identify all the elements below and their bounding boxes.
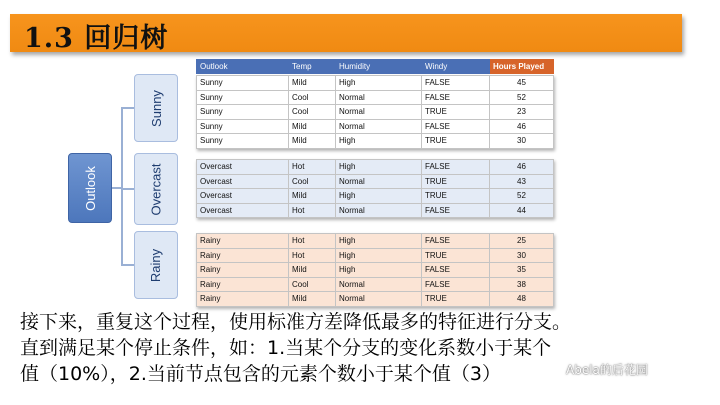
table-cell: 52: [490, 189, 554, 204]
connector-trunk: [121, 107, 123, 266]
column-header: Humidity: [336, 60, 422, 74]
branch-label: Overcast: [148, 162, 164, 216]
table-cell: Hot: [289, 203, 336, 218]
body-line: 直到满足某个停止条件，如：1.当某个分支的变化系数小于某个: [20, 337, 552, 359]
table-cell: 30: [490, 248, 554, 263]
tree-branch-overcast: [134, 153, 178, 225]
table-cell: Sunny: [197, 90, 289, 105]
table-cell: 23: [490, 105, 554, 120]
table-row: [197, 277, 554, 292]
tree-branch-rainy: [134, 231, 178, 299]
table-cell: 52: [490, 90, 554, 105]
table-row: [197, 76, 554, 91]
table-cell: High: [336, 134, 422, 149]
table-cell: Overcast: [197, 160, 289, 175]
table-cell: Normal: [336, 203, 422, 218]
table-cell: FALSE: [422, 263, 490, 278]
table-cell: TRUE: [422, 292, 490, 307]
table-cell: TRUE: [422, 189, 490, 204]
table-cell: Normal: [336, 174, 422, 189]
table-cell: Cool: [289, 90, 336, 105]
table-cell: 30: [490, 134, 554, 149]
table-cell: Hot: [289, 160, 336, 175]
table-group-sunny: [196, 75, 554, 149]
connector-sunny: [121, 107, 135, 109]
table-cell: Cool: [289, 174, 336, 189]
table-row: [197, 248, 554, 263]
table-cell: High: [336, 160, 422, 175]
table-cell: Mild: [289, 119, 336, 134]
table-cell: Normal: [336, 277, 422, 292]
table-group-rainy: [196, 233, 554, 307]
table-row: [197, 119, 554, 134]
column-header: Windy: [422, 60, 490, 74]
table-cell: 46: [490, 160, 554, 175]
connector-overcast: [121, 188, 135, 190]
table-cell: Hot: [289, 234, 336, 249]
table-cell: Mild: [289, 189, 336, 204]
table-cell: 48: [490, 292, 554, 307]
table-cell: Rainy: [197, 248, 289, 263]
table-cell: FALSE: [422, 119, 490, 134]
table-cell: Cool: [289, 277, 336, 292]
table-cell: TRUE: [422, 134, 490, 149]
table-cell: Rainy: [197, 277, 289, 292]
table-header: [196, 59, 554, 74]
table-cell: Sunny: [197, 76, 289, 91]
table-cell: FALSE: [422, 160, 490, 175]
table-cell: High: [336, 189, 422, 204]
table-cell: TRUE: [422, 174, 490, 189]
table-cell: Rainy: [197, 292, 289, 307]
table-cell: 45: [490, 76, 554, 91]
table-cell: FALSE: [422, 277, 490, 292]
table-cell: FALSE: [422, 90, 490, 105]
table-cell: Overcast: [197, 203, 289, 218]
table-cell: Cool: [289, 105, 336, 120]
body-line: 值（10%），2.当前节点包含的元素个数小于某个值（3）: [20, 363, 501, 385]
watermark-text: Abela的后花园: [566, 363, 648, 377]
table-cell: Sunny: [197, 134, 289, 149]
tree-branch-sunny: [134, 74, 178, 142]
table-cell: 46: [490, 119, 554, 134]
table-cell: TRUE: [422, 105, 490, 120]
table-cell: Mild: [289, 292, 336, 307]
table-row: [197, 189, 554, 204]
table-cell: FALSE: [422, 76, 490, 91]
table-cell: TRUE: [422, 248, 490, 263]
tree-root-node: [68, 153, 112, 223]
body-line: 接下来，重复这个过程，使用标准方差降低最多的特征进行分支。: [20, 311, 572, 333]
title-bar: [10, 14, 682, 52]
connector-rainy: [121, 264, 135, 266]
table-row: [197, 174, 554, 189]
table-cell: High: [336, 263, 422, 278]
slide-title: 1.3 回归树: [24, 23, 169, 54]
table-cell: Mild: [289, 76, 336, 91]
table-cell: Normal: [336, 90, 422, 105]
table-cell: Mild: [289, 263, 336, 278]
table-cell: 44: [490, 203, 554, 218]
table-cell: Hot: [289, 248, 336, 263]
table-row: [197, 160, 554, 175]
column-header-hours-played: Hours Played: [490, 60, 554, 74]
table-cell: 38: [490, 277, 554, 292]
table-cell: Sunny: [197, 105, 289, 120]
table-cell: Rainy: [197, 263, 289, 278]
table-cell: High: [336, 248, 422, 263]
table-cell: Normal: [336, 105, 422, 120]
table-cell: Rainy: [197, 234, 289, 249]
table-row: [197, 105, 554, 120]
table-row: [197, 263, 554, 278]
column-header: Outlook: [197, 60, 289, 74]
table-cell: Normal: [336, 119, 422, 134]
table-cell: FALSE: [422, 234, 490, 249]
branch-label: Rainy: [148, 248, 164, 282]
table-row: [197, 90, 554, 105]
table-row: [197, 234, 554, 249]
table-cell: Sunny: [197, 119, 289, 134]
table-cell: Normal: [336, 292, 422, 307]
table-row: [197, 292, 554, 307]
table-row: [197, 203, 554, 218]
branch-label: Sunny: [148, 89, 164, 127]
table-cell: High: [336, 234, 422, 249]
table-cell: Mild: [289, 134, 336, 149]
table-cell: 25: [490, 234, 554, 249]
table-cell: Overcast: [197, 189, 289, 204]
column-header: Temp: [289, 60, 336, 74]
tree-root-label: Outlook: [82, 165, 98, 211]
table-cell: 43: [490, 174, 554, 189]
table-group-overcast: [196, 159, 554, 218]
table-cell: High: [336, 76, 422, 91]
table-cell: FALSE: [422, 203, 490, 218]
table-cell: Overcast: [197, 174, 289, 189]
table-row: [197, 134, 554, 149]
table-cell: 35: [490, 263, 554, 278]
